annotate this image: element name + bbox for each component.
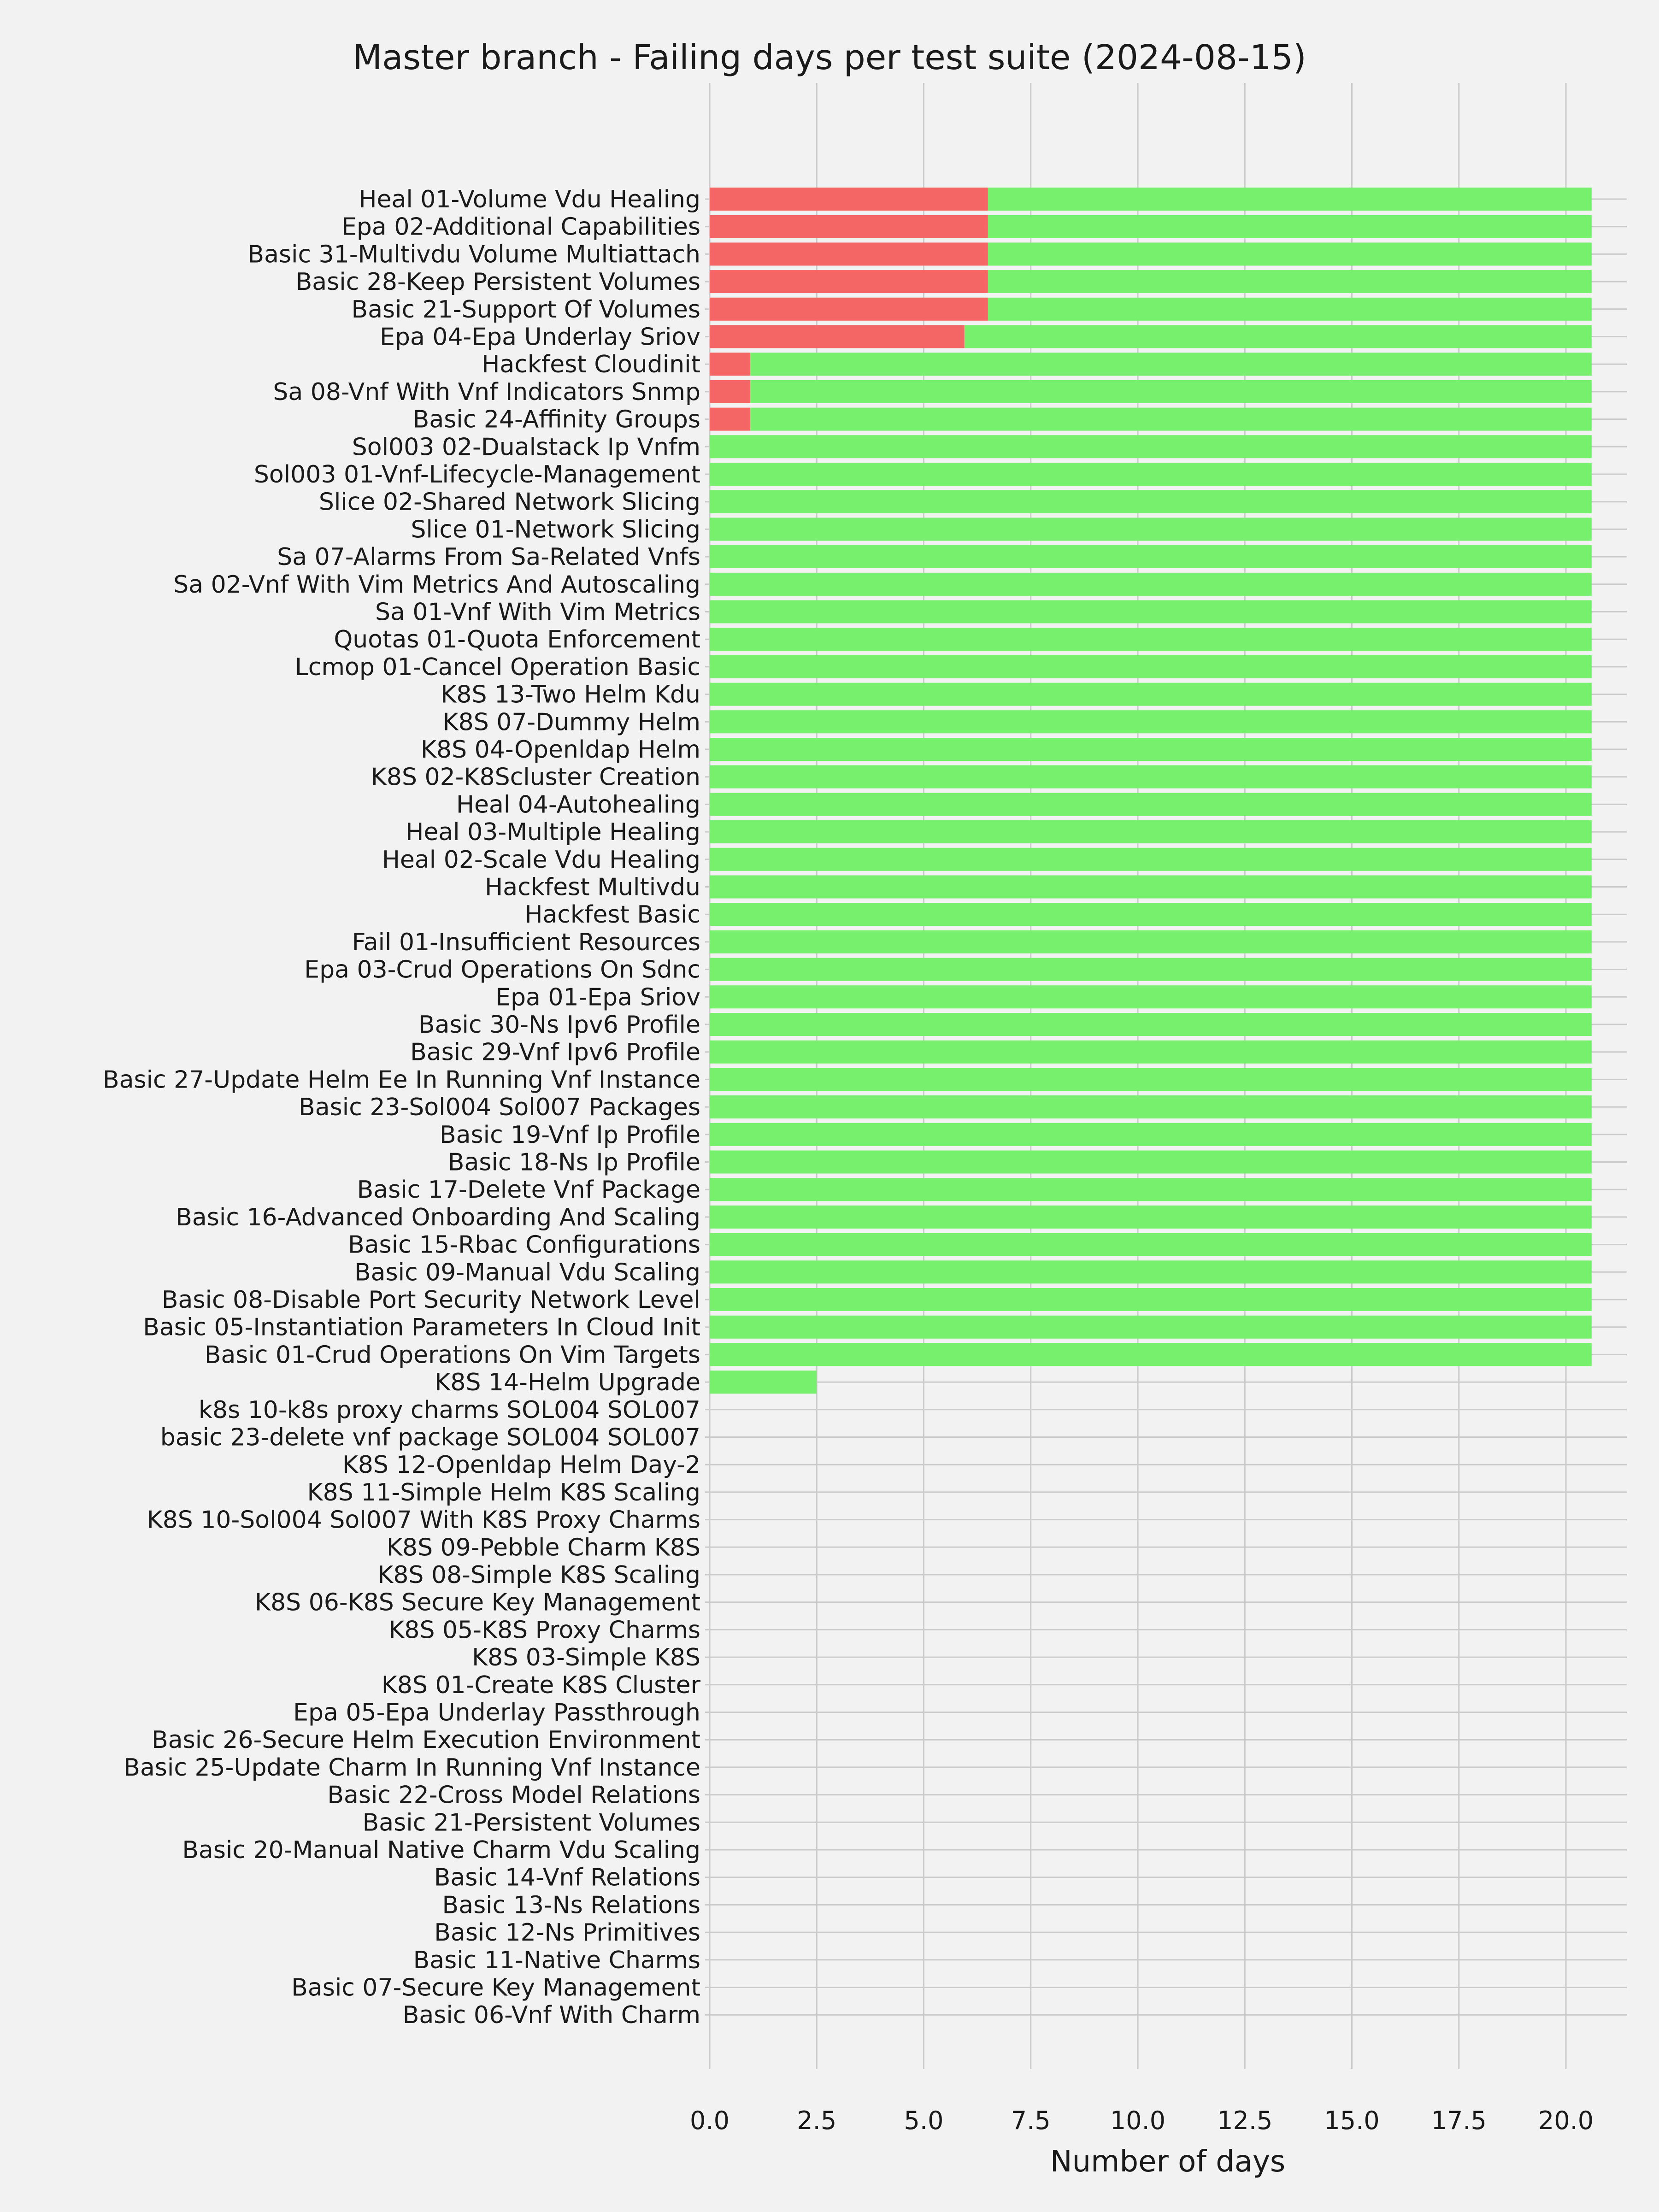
category-label: Epa 05-Epa Underlay Passthrough [293,1699,700,1727]
x-tick-label: 15.0 [1324,2106,1380,2135]
x-tick-label: 5.0 [904,2106,944,2135]
category-label: Basic 14-Vnf Relations [434,1864,700,1892]
category-label: K8S 07-Dummy Helm [442,708,700,736]
category-label: K8S 06-K8S Secure Key Management [254,1588,700,1617]
bar-passing [988,242,1592,265]
bar-failing [710,380,750,403]
category-label: Basic 19-Vnf Ip Profile [439,1121,700,1149]
category-label: Basic 16-Advanced Onboarding And Scaling [176,1203,700,1231]
bar-passing [710,1371,817,1394]
category-label: Basic 28-Keep Persistent Volumes [295,268,700,296]
bar-passing [710,490,1592,513]
category-label: Basic 26-Secure Helm Execution Environment [152,1726,700,1754]
x-tick-label: 7.5 [1011,2106,1051,2135]
bar-passing [710,573,1592,596]
bar-passing [710,820,1592,843]
category-label: K8S 04-Openldap Helm [420,736,700,764]
bar-failing [710,188,988,211]
bar-passing [710,738,1592,761]
category-label: Epa 01-Epa Sriov [495,983,700,1012]
category-label: Sa 02-Vnf With Vim Metrics And Autoscaling [173,571,700,599]
bar-failing [710,408,750,431]
category-label: K8S 12-Openldap Helm Day-2 [342,1451,700,1479]
bar-passing [750,380,1591,403]
bar-failing [710,242,988,265]
bar-passing [710,435,1592,458]
category-label: K8S 03-Simple K8S [472,1644,700,1672]
category-label: K8S 09-Pebble Charm K8S [386,1534,700,1562]
bar-failing [710,353,750,376]
bar-passing [710,876,1592,899]
bar-passing [710,958,1592,981]
category-label: Basic 17-Delete Vnf Package [357,1176,700,1204]
x-tick-label: 12.5 [1217,2106,1273,2135]
category-label: Epa 03-Crud Operations On Sdnc [304,956,700,984]
x-tick-label: 17.5 [1431,2106,1487,2135]
bar-passing [710,1206,1592,1229]
category-label: Basic 30-Ns Ipv6 Profile [418,1011,700,1039]
bar-failing [710,270,988,293]
x-tick-label: 20.0 [1538,2106,1594,2135]
category-label: Heal 01-Volume Vdu Healing [359,186,700,213]
category-label: Basic 29-Vnf Ipv6 Profile [410,1038,700,1066]
category-label: Basic 27-Update Helm Ee In Running Vnf Instance [102,1066,700,1094]
bar-passing [710,930,1592,953]
category-label: Basic 13-Ns Relations [442,1891,700,1919]
bar-passing [710,848,1592,871]
x-axis-label: Number of days [1050,2145,1286,2179]
category-label: Slice 01-Network Slicing [411,516,700,544]
bar-passing [710,545,1592,568]
category-label: Basic 25-Update Charm In Running Vnf Instance [124,1753,700,1782]
bar-passing [710,1260,1592,1283]
category-label: K8S 02-K8Scluster Creation [371,763,700,791]
category-label: Basic 22-Cross Model Relations [327,1781,700,1809]
category-label: Basic 06-Vnf With Charm [402,2001,700,2030]
category-label: K8S 08-Simple K8S Scaling [377,1561,700,1589]
x-tick-label: 10.0 [1110,2106,1166,2135]
bar-failing [710,215,988,238]
category-label: Lcmop 01-Cancel Operation Basic [294,653,700,681]
bar-passing [710,1288,1592,1311]
category-label: k8s 10-k8s proxy charms SOL004 SOL007 [198,1396,700,1424]
category-label: Fail 01-Insufficient Resources [352,928,700,956]
bar-passing [988,298,1592,321]
category-label: Hackfest Cloudinit [482,351,700,379]
category-label: Basic 07-Secure Key Management [291,1974,700,2002]
category-label: K8S 05-K8S Proxy Charms [388,1616,700,1644]
bar-passing [750,353,1591,376]
bar-passing [710,1233,1592,1256]
bar-passing [750,408,1591,431]
bar-passing [710,903,1592,926]
bar-passing [965,325,1592,348]
category-label: Quotas 01-Quota Enforcement [334,626,700,654]
bar-failing [710,325,965,348]
category-label: Heal 03-Multiple Healing [406,818,700,847]
category-label: Basic 11-Native Charms [413,1946,700,1974]
bar-passing [710,628,1592,651]
category-label: Heal 04-Autohealing [456,791,700,819]
category-label: Sol003 02-Dualstack Ip Vnfm [352,433,700,461]
category-label: Hackfest Basic [524,901,700,929]
bar-passing [710,1013,1592,1036]
bar-passing [710,765,1592,788]
bar-passing [988,188,1592,211]
category-label: Sa 08-Vnf With Vnf Indicators Snmp [273,378,700,406]
category-label: Basic 15-Rbac Configurations [348,1231,700,1259]
category-label: K8S 10-Sol004 Sol007 With K8S Proxy Charms [147,1506,700,1534]
bar-passing [710,683,1592,706]
category-label: Basic 31-Multivdu Volume Multiattach [247,241,700,269]
category-label: K8S 13-Two Helm Kdu [441,681,700,709]
category-label: Sa 01-Vnf With Vim Metrics [375,598,700,626]
bar-passing [710,600,1592,624]
bar-passing [710,710,1592,733]
bar-passing [988,270,1592,293]
category-label: Basic 09-Manual Vdu Scaling [354,1259,700,1287]
category-label: K8S 11-Simple Helm K8S Scaling [307,1478,700,1506]
category-label: Basic 12-Ns Primitives [434,1919,700,1947]
category-label: K8S 14-Helm Upgrade [435,1369,700,1397]
bar-passing [710,1095,1592,1118]
category-label: Basic 01-Crud Operations On Vim Targets [204,1341,700,1369]
bar-passing [710,518,1592,541]
bar-passing [710,1123,1592,1146]
bar-passing [710,1041,1592,1064]
category-label: Heal 02-Scale Vdu Healing [382,846,700,874]
bar-passing [710,985,1592,1008]
category-label: Epa 04-Epa Underlay Sriov [380,323,700,351]
category-label: Basic 21-Support Of Volumes [351,295,700,324]
x-tick-labels [690,2106,1594,2135]
category-label: Epa 02-Additional Capabilities [341,213,700,241]
category-label: Basic 08-Disable Port Security Network Level [161,1286,700,1314]
category-label: Basic 24-Affinity Groups [412,406,700,434]
category-label: Sa 07-Alarms From Sa-Related Vnfs [277,543,700,571]
bar-passing [988,215,1592,238]
bar-passing [710,1343,1592,1366]
bar-passing [710,1151,1592,1174]
category-label: Basic 23-Sol004 Sol007 Packages [299,1094,700,1122]
category-label: Sol003 01-Vnf-Lifecycle-Management [253,461,700,488]
category-label: basic 23-delete vnf package SOL004 SOL007 [160,1424,700,1452]
bar-passing [710,1068,1592,1091]
x-tick-label: 0.0 [690,2106,729,2135]
category-label: Basic 21-Persistent Volumes [362,1809,700,1837]
bar-failing [710,298,988,321]
category-label: Basic 18-Ns Ip Profile [447,1148,700,1177]
bar-passing [710,463,1592,486]
category-label: Basic 05-Instantiation Parameters In Cloud Init [143,1313,700,1341]
category-label: Hackfest Multivdu [485,873,700,901]
bar-passing [710,1316,1592,1339]
bar-passing [710,655,1592,678]
bar-passing [710,1178,1592,1201]
category-label: K8S 01-Create K8S Cluster [381,1671,700,1699]
category-label: Basic 20-Manual Native Charm Vdu Scaling [182,1836,700,1864]
x-tick-label: 2.5 [797,2106,837,2135]
chart-title: Master branch - Failing days per test suite (2024-08-15) [353,38,1306,77]
category-label: Slice 02-Shared Network Slicing [318,488,700,516]
bar-passing [710,793,1592,816]
